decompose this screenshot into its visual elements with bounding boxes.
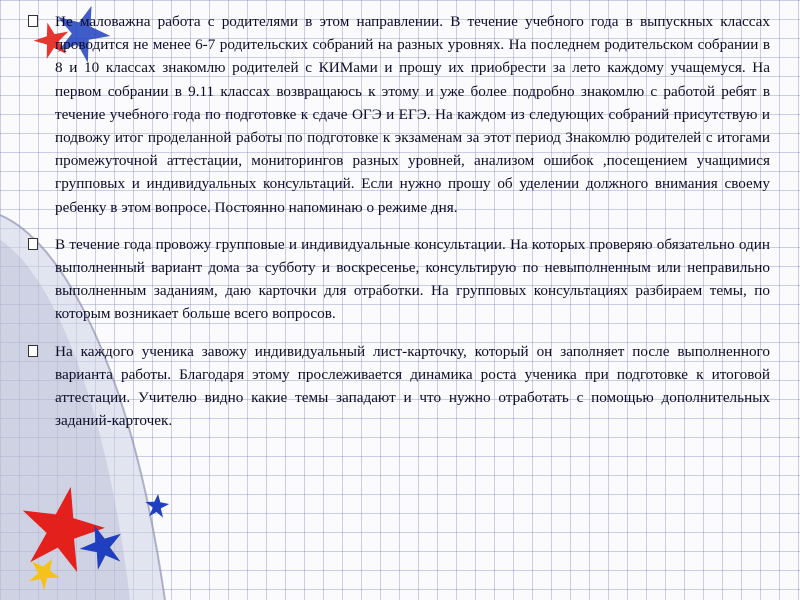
paragraph-parents xyxy=(28,10,770,219)
checkbox-bullet-icon xyxy=(28,238,38,250)
paragraph-student-card xyxy=(28,340,770,433)
paragraph-text: В течение года провожу групповые и индивидуальные консультации. На которых проверяю обязательно один выполненный вариант дома за субботу и воскресенье, консультирую по невыполненным или неправильно выполненным заданиям, даю карточки для отработки. На групповых консультациях разбираем темы, по которым возникает больше всего вопросов. xyxy=(55,235,770,323)
paragraph-consultations xyxy=(28,233,770,326)
paragraph-text: На каждого ученика завожу индивидуальный лист-карточку, который он заполняет после выполненного варианта работы. Благодаря этому прослеживается динамика роста ученика при подготовке к итоговой аттестации. Учителю видно какие темы западают и что нужно отработать с помощью дополнительных заданий-карточек. xyxy=(55,342,770,430)
checkbox-bullet-icon xyxy=(28,345,38,357)
paragraph-text: Не маловажна работа с родителями в этом направлении. В течение учебного года в выпускных классах проводится не менее 6-7 родительских собраний на разных уровнях. На последнем родительском собрании в 8 и 10 классах знакомлю родителей с КИМами и прошу их приобрести за лето каждому учащемуся. На первом собрании в 9.11 классах возвращаюсь к этому и уже более подробно знакомлю с работой ребят в течение учебного года по подготовке к сдаче ОГЭ и ЕГЭ. На каждом из следующих собраний присутствую и подвожу итог проделанной работы по подготовке к экзаменам за этот период Знакомлю родителей с итогами промежуточной аттестации, мониторингов разных уровней, анализом ошибок ,посещением учащимися групповых и индивидуальных консультаций. Если нужно прошу об уделении должного внимания своему ребенку в этом вопросе. Постоянно напоминаю о режиме дня. xyxy=(55,13,770,216)
slide-body xyxy=(28,10,770,432)
checkbox-bullet-icon xyxy=(28,15,38,27)
